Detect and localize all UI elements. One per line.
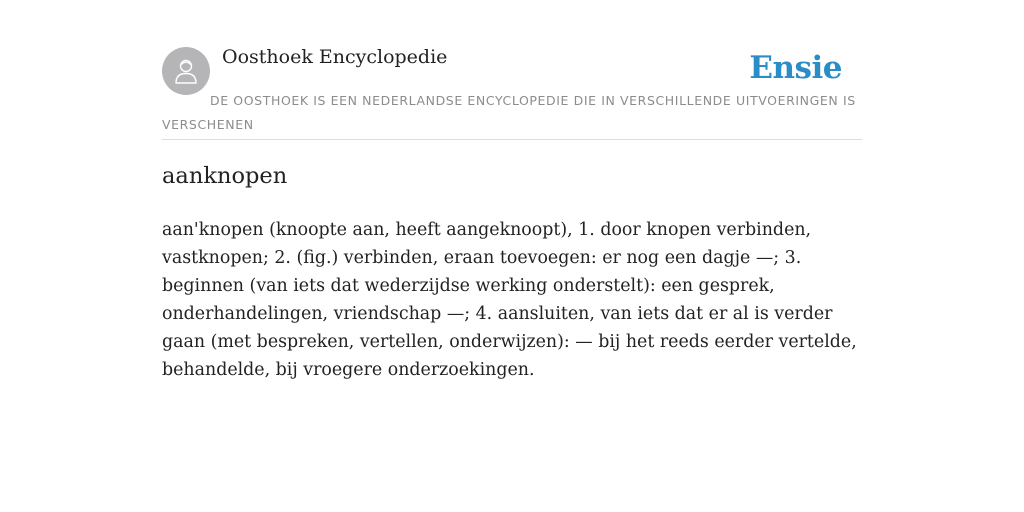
user-avatar-icon — [171, 56, 201, 86]
ensie-logo[interactable]: Ensie — [749, 50, 842, 86]
source-name-link[interactable]: Oosthoek Encyclopedie — [222, 46, 448, 68]
entry-body: aan'knopen (knoopte aan, heeft aangeknoopt), 1. door knopen verbinden, vastknopen; 2. (fig.) verbinden, eraan toevoegen: er nog een dagje —; 3. beginnen (van iets dat wederzijdse werking onderstelt): een gesprek, onderhandelingen, vriendschap —; 4. aansluiten, van iets dat er al is verder gaan (met bespreken, vertellen, onderwijzen): — bij het reeds eerder vertelde, behandelde, bij vroegere onderzoekingen. — [162, 220, 857, 380]
page-container — [162, 0, 862, 380]
source-header — [162, 0, 862, 140]
source-description: DE OOSTHOEK IS EEN NEDERLANDSE ENCYCLOPEDIE DIE IN VERSCHILLENDE UITVOERINGEN IS VERSCHENEN — [162, 93, 856, 132]
header-divider — [162, 139, 862, 140]
avatar[interactable] — [162, 47, 210, 95]
entry-title: aanknopen — [162, 163, 288, 189]
